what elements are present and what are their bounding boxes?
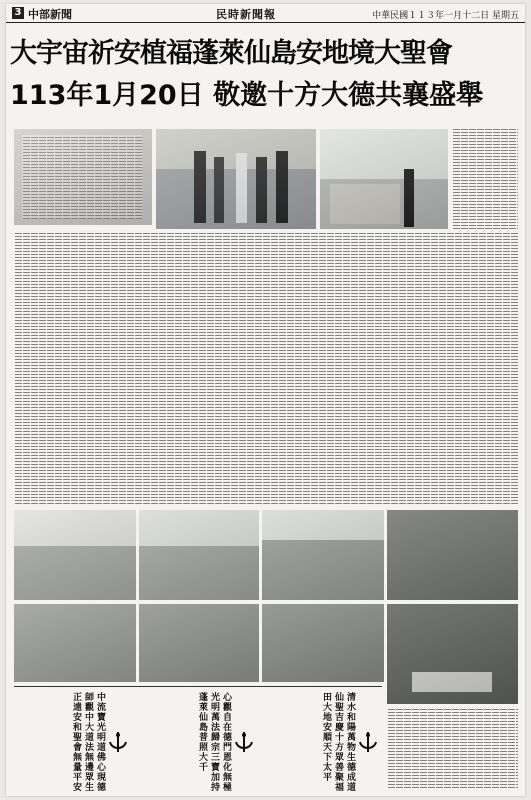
headline-line-2: 113年1月20日 敬邀十方大德共襄盛舉	[10, 80, 484, 111]
side-article-text	[452, 129, 518, 229]
newspaper-name: 民時新聞報	[216, 8, 276, 21]
document-scan-image	[14, 129, 152, 225]
buddhist-emblem-icon	[106, 730, 130, 754]
headline-line-1: 大宇宙祈安植福蓬萊仙島安地境大聖會	[10, 38, 452, 69]
road-photo-1	[14, 510, 136, 600]
closing-article-text	[387, 708, 518, 788]
issue-date: 中華民國１１３年一月十二日 星期五	[372, 11, 519, 21]
section-divider	[14, 686, 382, 687]
aerial-photo-1	[14, 604, 136, 682]
monument-photo-image	[320, 129, 448, 229]
main-article-text	[14, 232, 518, 504]
newspaper-page	[6, 4, 525, 796]
road-photo-3	[262, 510, 384, 600]
altar-photo	[387, 604, 518, 704]
aerial-photo-2	[139, 604, 259, 682]
section-title: 中部新聞	[28, 8, 72, 21]
group-photo-image	[156, 129, 316, 229]
page-number: 3	[12, 7, 24, 19]
buddhist-emblem-icon	[356, 730, 380, 754]
aerial-photo-3	[262, 604, 384, 682]
poem-block-2: 心觀自在德門恩化無極光明萬法歸宗三寶加持蓬萊仙島普照大千	[197, 692, 231, 792]
forest-photo	[387, 510, 518, 600]
buddhist-emblem-icon	[232, 730, 256, 754]
poem-block-1: 中流寶光明道佛心現德師觀中大道法無邊眾生正遠安和聖會無量平安	[71, 692, 105, 792]
road-photo-2	[139, 510, 259, 600]
page-header	[6, 4, 525, 23]
poem-block-3: 清水和陽萬物生德成道仙聖吉慶十方眾善聚福田大地安順天下太平	[321, 692, 355, 792]
